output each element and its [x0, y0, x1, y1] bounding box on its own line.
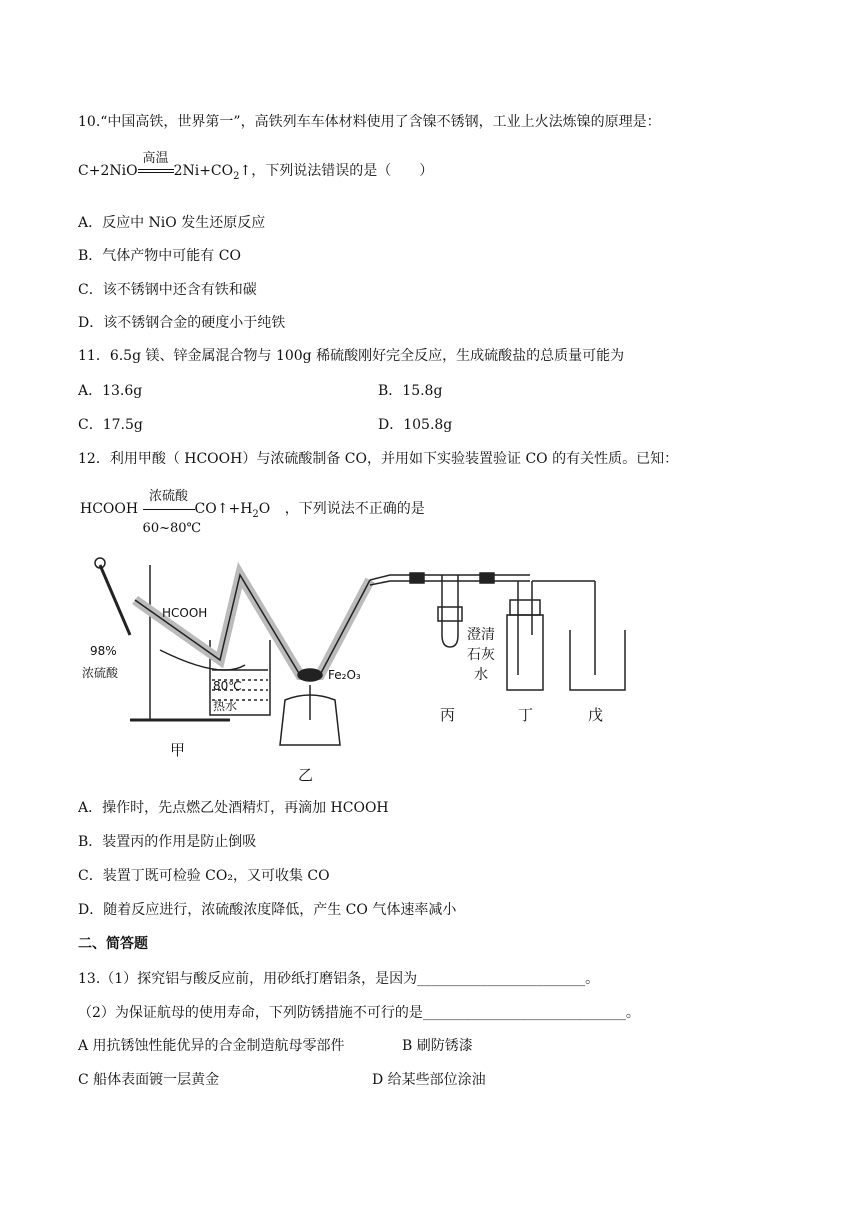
q11-option-a: A．13.6g — [78, 383, 143, 399]
q12-equation: HCOOH 浓硫酸 60~80℃ $CO↑+H_2O$ ，下列说法不正确的是 — [80, 498, 425, 520]
q13-option-d: D 给某些部位涂油 — [372, 1072, 486, 1088]
label-98pct: 98% — [90, 644, 117, 658]
q12-option-b: B．装置丙的作用是防止倒吸 — [78, 834, 257, 850]
section-title: 二、简答题 — [78, 936, 148, 952]
apparatus-diagram — [70, 545, 630, 790]
q10-eq-right: 2Ni+CO — [173, 163, 234, 179]
q11-option-d: D．105.8g — [378, 417, 453, 433]
label-lime-2: 石灰 — [467, 647, 495, 663]
q13-part1: 13.（1）探究铝与酸反应前，用砂纸打磨铝条，是因为________________________。 — [78, 971, 600, 987]
bottle-ding — [507, 615, 543, 690]
q12-option-a: A．操作时，先点燃乙处酒精灯，再滴加 HCOOH — [78, 800, 389, 816]
beaker-wu — [570, 630, 625, 690]
dropper — [100, 565, 130, 635]
label-bing: 丙 — [440, 706, 456, 724]
q11-option-b: B．15.8g — [378, 383, 443, 399]
q12-eq-condition-top: 浓硫酸 — [149, 489, 189, 504]
label-ding: 丁 — [518, 706, 534, 724]
q10-eq-tail: ，下列说法错误的是（ ） — [251, 163, 434, 179]
q12-stem: 12．利用甲酸（ HCOOH）与浓硫酸制备 CO，并用如下实验装置验证 CO 的有关性质。已知： — [78, 451, 679, 467]
q10-eq-left: C+2NiO — [78, 163, 138, 179]
q10-equation: C+2NiO 高温 $2Ni+CO_2↑$，下列说法错误的是（ ） — [78, 160, 433, 182]
q10-option-a: A．反应中 NiO 发生还原反应 — [78, 215, 266, 231]
q11-stem: 11．6.5g 镁、锌金属混合物与 100g 稀硫酸刚好完全反应，生成硫酸盐的总质量可能为 — [78, 348, 625, 364]
label-wu: 戊 — [588, 706, 604, 724]
q13-option-c: C 船体表面镀一层黄金 — [78, 1072, 220, 1088]
q13-option-a: A 用抗锈蚀性能优异的合金制造航母零部件 — [78, 1038, 345, 1054]
label-jia: 甲 — [170, 741, 186, 759]
q12-eq-tail: ，下列说法不正确的是 — [284, 501, 425, 517]
label-80c: 80℃ — [213, 679, 242, 693]
q10-option-c: C．该不锈钢中还含有铁和碳 — [78, 282, 257, 298]
q10-eq-condition: 高温 — [142, 151, 169, 166]
label-yi: 乙 — [298, 766, 314, 784]
q12-option-d: D．随着反应进行，浓硫酸浓度降低，产生 CO 气体速率减小 — [78, 902, 457, 918]
q12-option-c: C．装置丁既可检验 CO₂，又可收集 CO — [78, 868, 330, 884]
q10-option-d: D．该不锈钢合金的硬度小于纯铁 — [78, 315, 286, 331]
label-hot-water: 热水 — [213, 699, 238, 713]
test-tube-bing — [442, 575, 458, 647]
label-fe2o3: Fe₂O₃ — [328, 668, 361, 682]
q12-eq-right: CO↑+H — [194, 501, 253, 517]
label-hcooh: HCOOH — [162, 606, 208, 620]
q10-eq-arrow: ↑ — [239, 163, 252, 179]
q10-stem: 10.“中国高铁，世界第一”，高铁列车车体材料使用了含镍不锈钢，工业上火法炼镍的原理是： — [78, 114, 661, 130]
q12-eq-left: HCOOH — [80, 501, 139, 517]
q11-option-c: C．17.5g — [78, 417, 143, 433]
q13-part2: （2）为保证航母的使用寿命，下列防锈措施不可行的是_____________________________。 — [78, 1005, 640, 1021]
label-lime-1: 澄清 — [467, 627, 495, 643]
q13-option-b: B 刷防锈漆 — [402, 1038, 473, 1054]
gas-pipe — [370, 575, 530, 580]
q10-option-b: B．气体产物中可能有 CO — [78, 248, 241, 264]
label-lime-3: 水 — [474, 667, 488, 683]
label-conc-acid: 浓硫酸 — [82, 666, 119, 680]
q12-eq-condition-bottom: 60~80℃ — [142, 521, 202, 536]
